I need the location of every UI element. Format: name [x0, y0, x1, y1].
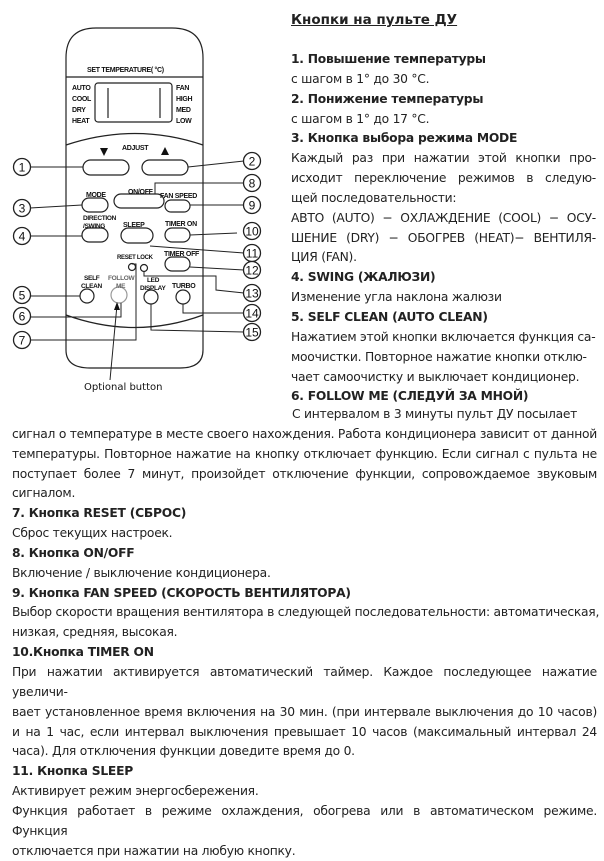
text-line: Нажатием этой кнопки включается функция са- [291, 329, 596, 344]
mode-button-label: MODE [86, 192, 106, 199]
section-heading: 10.Кнопка TIMER ON [12, 645, 154, 660]
page-title: Кнопки на пульте ДУ [291, 12, 458, 28]
text-line: отключается при нажатии на любую кнопку. [12, 843, 296, 858]
text-line: часа). Для отключения функции доведите время до 0. [12, 744, 355, 759]
text-line: исходит переключение режимов в следую- [291, 171, 596, 186]
callout-number: 1 [18, 160, 26, 175]
low-label: LOW [176, 118, 192, 125]
mode-dry-label: DRY [72, 107, 86, 114]
text-line: При нажатии активируется автоматический таймер. Каждое последующее нажатие увеличи- [12, 664, 597, 699]
callout-number: 3 [18, 201, 26, 216]
full-width-text [12, 405, 600, 861]
text-line: моочистки. Повторное нажатие кнопки отклю- [291, 349, 587, 364]
callout-number: 14 [245, 306, 259, 321]
callout-number: 7 [18, 333, 26, 348]
text-line: температуры. Повторное нажатие на кнопку отключает функцию. Если сигнал с пульта не [12, 446, 597, 461]
display-label: DISPLAY [140, 285, 166, 292]
fan-label: FAN [176, 85, 190, 92]
text-line: Изменение угла наклона жалюзи [291, 290, 502, 305]
self-label: SELF [84, 275, 100, 282]
text-line: поступает более 7 минут, произойдет отключение функции, сопровождаемое звуковым [12, 466, 597, 481]
callout-number: 10 [245, 224, 259, 239]
section-heading: 7. Кнопка RESET (СБРОС) [12, 506, 187, 521]
text-line: чает самоочистку и выключает кондиционер. [291, 369, 580, 384]
text-line: С интервалом в 3 минуты пульт ДУ посылает [292, 407, 578, 421]
fan-speed-button-label: FAN SPEED [160, 193, 197, 200]
callout-number: 6 [18, 309, 26, 324]
section-heading: 11. Кнопка SLEEP [12, 764, 133, 779]
text-line: Сброс текущих настроек. [12, 526, 173, 541]
callout-number: 9 [248, 198, 256, 213]
callout-number: 4 [18, 229, 26, 244]
me-label: ME [116, 283, 126, 290]
text-line: с шагом в 1° до 17 °С. [291, 111, 430, 126]
section-heading: 4. SWING (ЖАЛЮЗИ) [291, 270, 436, 285]
mode-heat-label: HEAT [72, 118, 90, 125]
callout-number: 5 [18, 288, 26, 303]
section-heading: 6. FOLLOW ME (СЛЕДУЙ ЗА МНОЙ) [291, 389, 529, 404]
text-line: ЦИЯ (FAN). [291, 250, 357, 265]
high-label: HIGH [176, 96, 193, 103]
down-arrow-icon [100, 148, 108, 156]
turbo-button-label: TURBO [172, 283, 196, 290]
swing-label: /SWING [83, 223, 106, 230]
optional-button-label: Optional button [84, 382, 163, 393]
callout-number: 11 [245, 246, 259, 261]
section-heading: 1. Повышение температуры [291, 52, 486, 66]
up-arrow-icon [161, 147, 169, 155]
mode-cool-label: COOL [72, 96, 92, 103]
section-heading: 8. Кнопка ON/OFF [12, 545, 135, 560]
direction-label: DIRECTION [83, 215, 117, 222]
text-line: Включение / выключение кондиционера. [12, 565, 271, 580]
text-line: низкая, средняя, высокая. [12, 625, 178, 640]
med-label: MED [176, 107, 191, 114]
reset-lock-label: RESET LOCK [117, 255, 153, 261]
text-line: Функция работает в режиме охлаждения, обогрева или в автоматическом режиме. Функция [12, 803, 597, 838]
right-column-text [291, 50, 596, 407]
callout-number: 15 [245, 325, 259, 340]
callout-number: 2 [248, 154, 256, 169]
text-line: АВТО (AUTO) − ОХЛАЖДЕНИЕ (COOL) − ОСУ- [291, 210, 596, 225]
section-heading: 2. Понижение температуры [291, 91, 484, 106]
timer-on-button-label: TIMER ON [165, 221, 197, 228]
text-line: и на 1 час, если интервал выключения превышает 10 часов (максимальный интервал 24 [12, 724, 597, 739]
sleep-button-label: SLEEP [123, 222, 145, 229]
callout-number: 8 [248, 176, 256, 191]
callout-number: 12 [245, 263, 259, 278]
text-line: Активирует режим энергосбережения. [12, 784, 259, 799]
text-line: сигналом. [12, 486, 76, 501]
text-line: Выбор скорости вращения вентилятора в следующей последовательности: автоматическая, [12, 605, 600, 620]
text-line: сигнал о температуре в месте своего нахождения. Работа кондиционера зависит от данной [12, 426, 597, 441]
follow-label: FOLLOW [108, 275, 135, 282]
remote-control-diagram [0, 0, 290, 400]
mode-auto-label: AUTO [72, 85, 91, 92]
text-line: ШЕНИЕ (DRY) − ОБОГРЕВ (HEAT)− ВЕНТИЛЯ- [291, 230, 596, 245]
led-label: LED [147, 277, 160, 284]
text-line: с шагом в 1° до 30 °С. [291, 71, 430, 86]
text-line: вает установленное время включения на 30 мин. (при интервале выключения до 10 часов) [12, 704, 597, 719]
callout-number: 13 [245, 286, 259, 301]
section-heading: 5. SELF CLEAN (AUTO CLEAN) [291, 309, 488, 324]
set-temperature-label: SET TEMPERATURE( °C) [87, 67, 164, 74]
section-heading: 9. Кнопка FAN SPEED (СКОРОСТЬ ВЕНТИЛЯТОРА) [12, 585, 351, 600]
text-line: Каждый раз при нажатии этой кнопки про- [291, 151, 596, 166]
adjust-label: ADJUST [122, 145, 149, 152]
clean-label: CLEAN [81, 283, 102, 290]
section-heading: 3. Кнопка выбора режима MODE [291, 131, 518, 146]
timer-off-button-label: TIMER OFF [164, 251, 200, 258]
text-line: щей последовательности: [291, 190, 457, 205]
on-off-button-label: ON/OFF [128, 189, 153, 196]
